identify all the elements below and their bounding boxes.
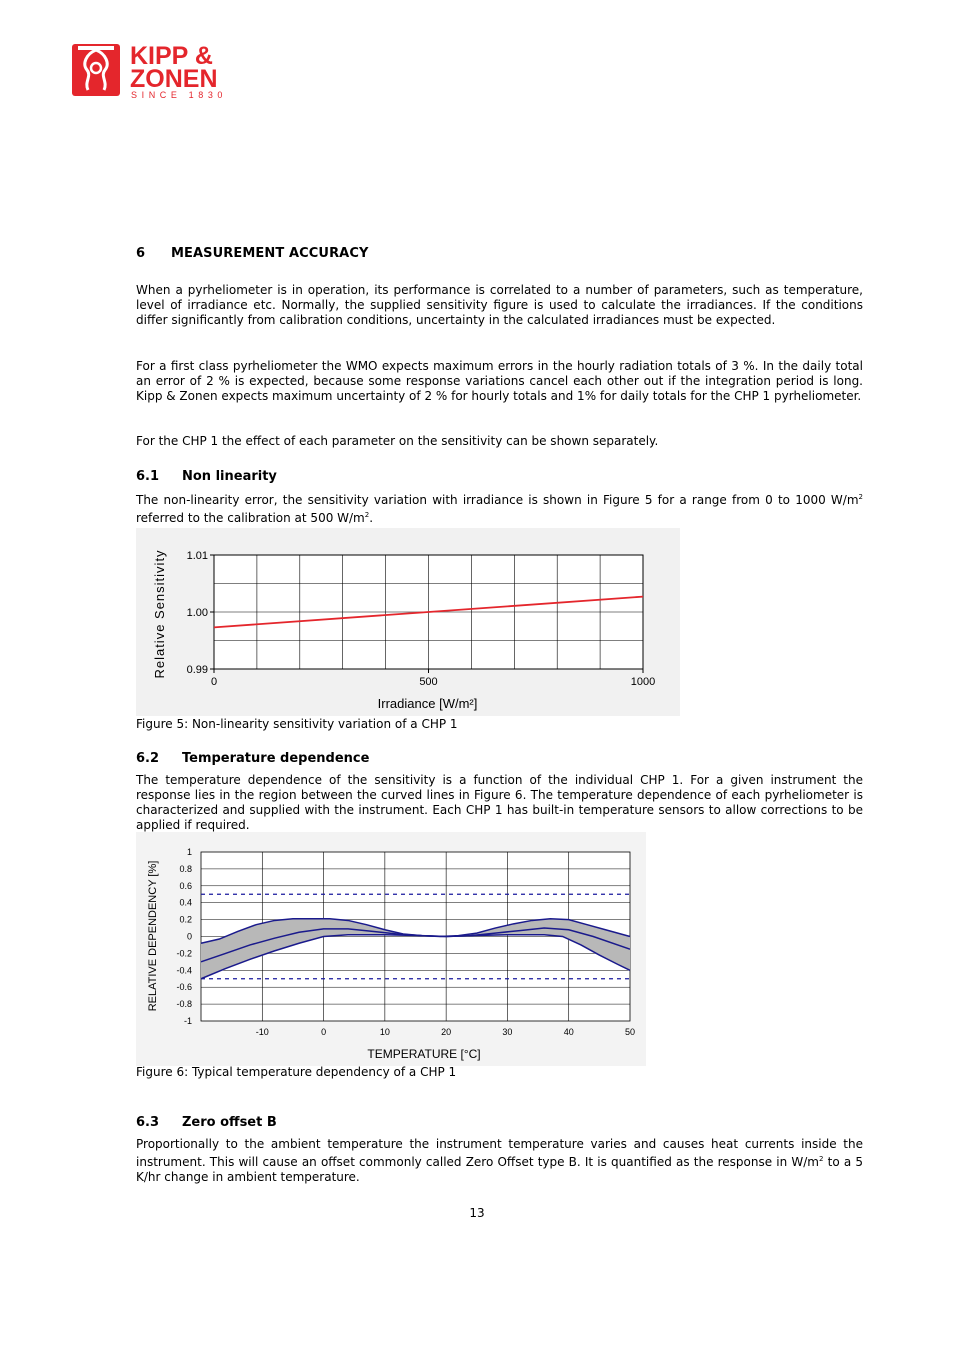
- logo-emblem-bg: [72, 44, 120, 96]
- subsection-heading-temperature: [136, 751, 369, 766]
- non-linearity-chart: [136, 528, 680, 716]
- logo-emblem-bar: [78, 46, 114, 50]
- logo-tagline: SINCE 1830: [131, 90, 228, 100]
- x-tick-label: 30: [502, 1027, 513, 1037]
- paragraph-chp1: For the CHP 1 the effect of each parameter on the sensitivity can be shown separately.: [136, 434, 659, 448]
- x-tick-label: 40: [563, 1027, 574, 1037]
- y-tick-label: -0.2: [176, 948, 192, 959]
- paragraph-intro: When a pyrheliometer is in operation, its performance is correlated to a number of parameters, such as temperature, level of irradiance etc. Normally, the supplied sensitivity figure is used to calculate the irradiances. If the conditions differ significantly from calibration conditions, uncertainty in the calculated irradiances must be expected.: [136, 283, 863, 327]
- y-tick-label: 0.2: [179, 914, 192, 925]
- y-tick-label: 0.6: [179, 880, 192, 891]
- x-tick-label: 50: [624, 1027, 636, 1037]
- subsection-heading-non-linearity: [136, 469, 277, 484]
- y-tick-label: 1.00: [186, 607, 208, 619]
- subsection-title: Non linearity: [182, 469, 277, 484]
- logo-mark: [70, 38, 250, 102]
- y-axis-title: RELATIVE DEPENDENCY [%]: [147, 860, 159, 1012]
- x-axis-title: TEMPERATURE [°C]: [367, 1047, 481, 1061]
- y-tick-label: 0.8: [179, 863, 192, 874]
- x-tick-label: 500: [419, 676, 438, 688]
- page-number: 13: [469, 1206, 485, 1220]
- x-tick-label: -10: [255, 1027, 269, 1037]
- subsection-title: Temperature dependence: [182, 751, 370, 766]
- x-tick-label: 10: [379, 1027, 390, 1037]
- paragraph-non-linearity: [136, 490, 863, 526]
- subsection-number: 6.2: [136, 751, 160, 766]
- y-tick-label: 1: [186, 847, 192, 857]
- figure-5-caption: Figure 5: Non-linearity sensitivity variation of a CHP 1: [136, 717, 458, 731]
- x-tick-label: 0: [210, 676, 218, 688]
- text-run: The non-linearity error, the sensitivity variation with irradiance is shown in Figure 5 for a range from 0 to 1000 W/m: [136, 493, 859, 507]
- company-logo: [70, 38, 250, 102]
- x-tick-label: 0: [321, 1027, 327, 1037]
- paragraph-temperature: The temperature dependence of the sensitivity is a function of the individual CHP 1. For a given instrument the response lies in the region between the curved lines in Figure 6. The temperature dependence of each pyrheliometer is characterized and supplied with the instrument. Each CHP 1 has built-in temperature sensors to allow corrections to be applied if required.: [136, 773, 863, 832]
- temperature-dependency-chart: [136, 832, 646, 1066]
- section-heading: [136, 246, 369, 261]
- y-tick-label: -0.8: [176, 999, 192, 1010]
- text-run: Proportionally to the ambient temperature the instrument temperature varies and causes heat currents inside the instrument. This will cause an offset commonly called Zero Offset type B. It is quantified as the response in W/m: [136, 1137, 863, 1169]
- subsection-number: 6.1: [136, 469, 160, 484]
- section-title: MEASUREMENT ACCURACY: [171, 246, 369, 261]
- text-run: .: [369, 511, 374, 525]
- superscript: 2: [364, 511, 370, 519]
- y-tick-label: -0.6: [176, 982, 192, 993]
- figure-6-caption: Figure 6: Typical temperature dependency of a CHP 1: [136, 1065, 457, 1079]
- text-run: to a 5 K/hr change in ambient temperature.: [136, 1155, 863, 1184]
- text-run: referred to the calibration at 500 W/m: [136, 511, 365, 525]
- superscript: 2: [858, 493, 863, 501]
- logo-text-line2: ZONEN: [130, 65, 218, 93]
- x-tick-label: 1000: [630, 676, 656, 688]
- y-tick-label: 1.01: [186, 550, 208, 562]
- y-tick-label: 0: [186, 931, 192, 942]
- superscript: 2: [819, 1155, 824, 1163]
- paragraph-wmo: For a first class pyrheliometer the WMO expects maximum errors in the hourly radiation totals of 3 %. In the daily total an error of 2 % is expected, because some response variations cancel each other out if the integration period is long. Kipp & Zonen expects maximum uncertainty of 2 % for hourly totals and 1% for daily totals for the CHP 1 pyrheliometer.: [136, 359, 863, 403]
- logo-text-line1: KIPP &: [130, 42, 213, 70]
- section-number: 6: [136, 246, 146, 261]
- y-tick-label: -0.4: [176, 965, 192, 976]
- x-tick-label: 20: [441, 1027, 452, 1037]
- subsection-title: Zero offset B: [182, 1115, 277, 1130]
- subsection-number: 6.3: [136, 1115, 160, 1130]
- y-tick-label: 0.99: [186, 664, 208, 676]
- y-tick-label: 0.4: [179, 897, 192, 908]
- paragraph-zero-offset: [136, 1137, 863, 1185]
- y-tick-label: -1: [183, 1016, 192, 1026]
- y-axis-title: Relative Sensitivity: [152, 549, 167, 679]
- x-axis-title: Irradiance [W/m²]: [377, 696, 478, 711]
- subsection-heading-zero-offset: [136, 1115, 277, 1130]
